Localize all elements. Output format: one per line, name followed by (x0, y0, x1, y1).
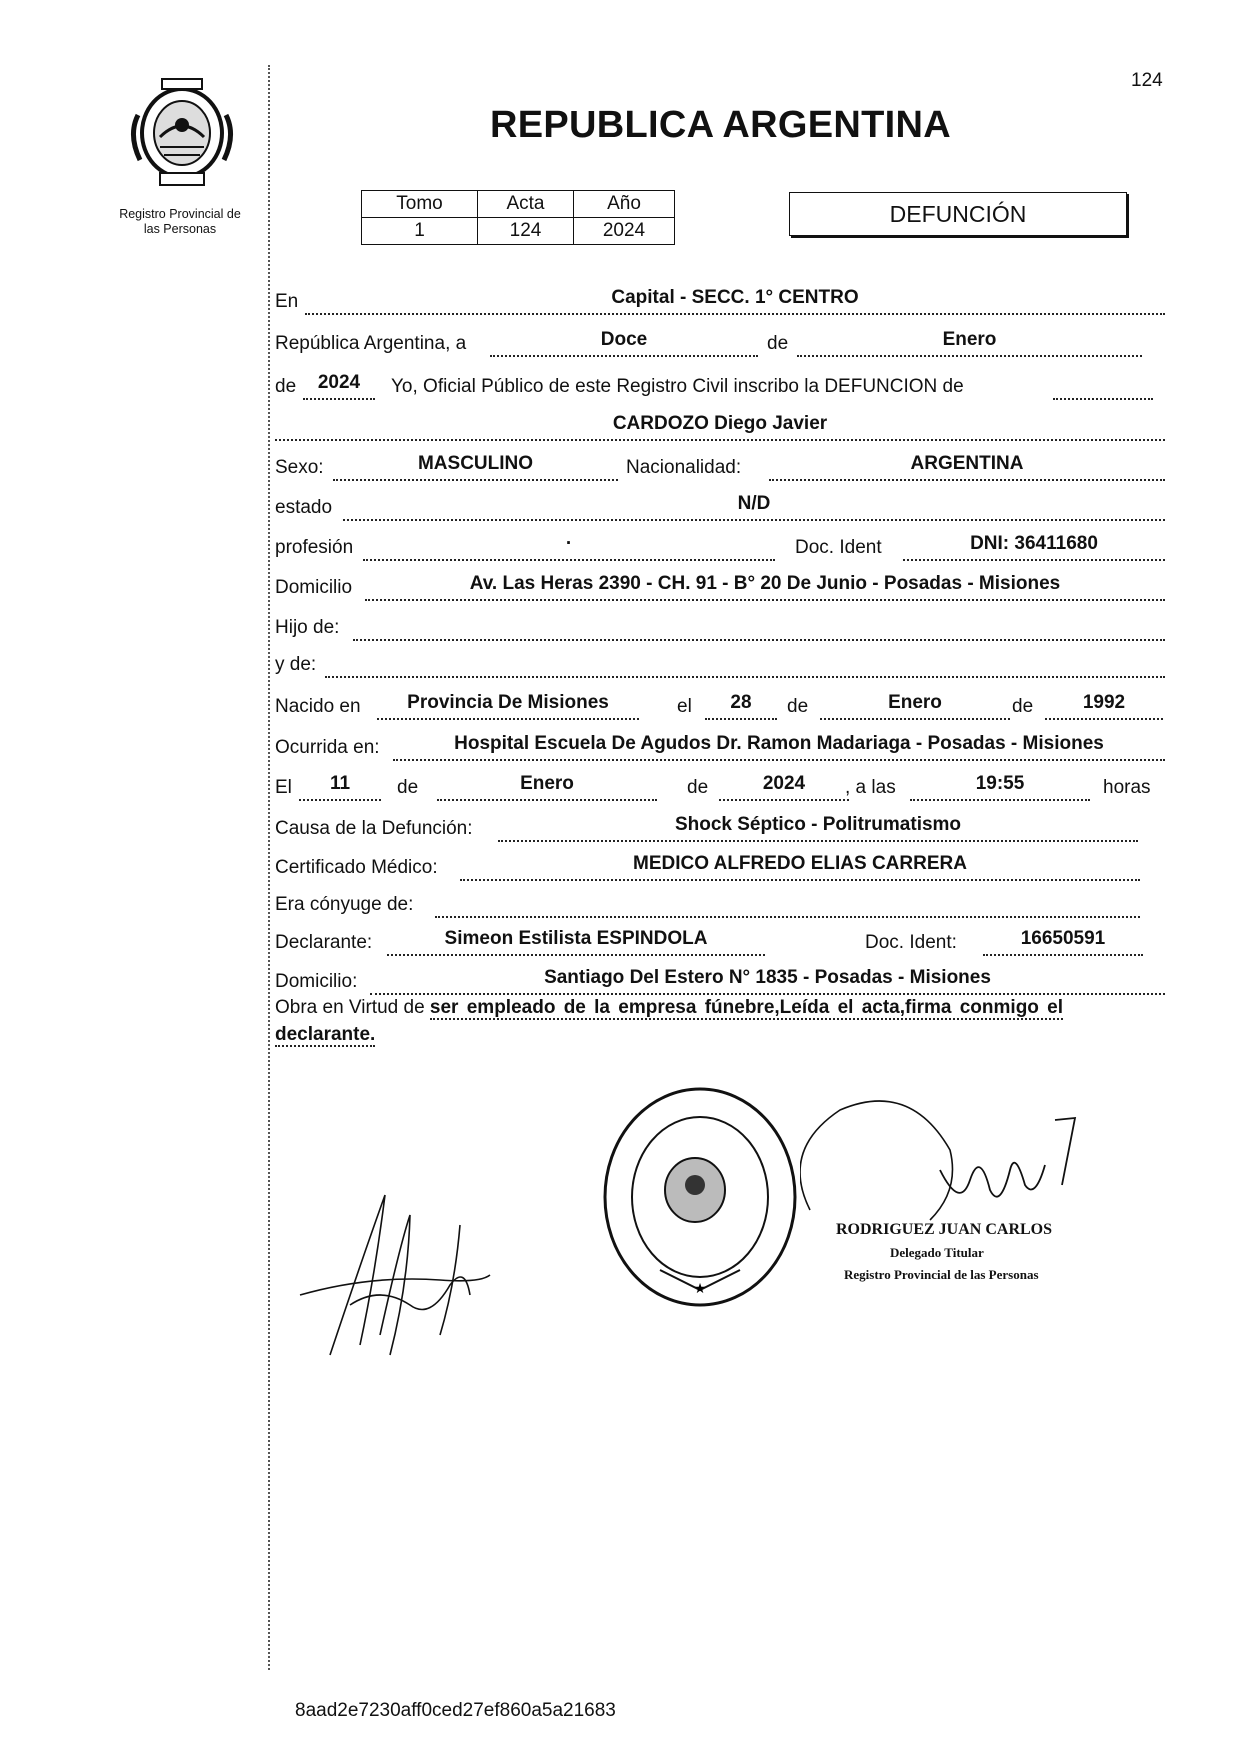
hijo-de-label: Hijo de: (275, 617, 340, 638)
death-year-value: 2024 (762, 773, 806, 794)
domicilio-label: Domicilio (275, 577, 353, 598)
declarant-signature (290, 1185, 500, 1375)
birth-year-value: 1992 (1082, 692, 1126, 713)
row-death-place (275, 733, 1175, 763)
document-hash: 8aad2e7230aff0ced27ef860a5a21683 (295, 1700, 616, 1721)
causa-label: Causa de la Defunción: (275, 818, 473, 839)
profesion-mark: · (565, 533, 573, 554)
estado-label: estado (275, 497, 333, 518)
birth-month-value: Enero (888, 692, 942, 713)
father-field (353, 613, 1165, 641)
certificate-value: MEDICO ALFREDO ELIAS CARRERA (633, 853, 967, 874)
month-value: Enero (942, 329, 997, 350)
doc-ident-value: DNI: 36411680 (970, 533, 1098, 554)
nacionalidad-label: Nacionalidad: (626, 457, 742, 478)
declarant-address-label: Domicilio: (275, 971, 358, 992)
de-label: de (767, 333, 789, 354)
place-value: Capital - SECC. 1° CENTRO (611, 287, 859, 308)
republica-label: República Argentina, a (275, 333, 467, 354)
row-father (275, 613, 1175, 643)
row-grounds-continued (275, 1024, 375, 1046)
row-profession-doc (275, 533, 1175, 563)
mother-field (325, 650, 1165, 678)
provincial-coat-of-arms-logo (120, 75, 245, 190)
ocurrida-label: Ocurrida en: (275, 737, 380, 758)
horas-label: horas (1103, 777, 1151, 798)
tomo-header: Tomo (362, 191, 478, 218)
declarante-label: Declarante: (275, 932, 373, 953)
birth-de-label-1: de (787, 696, 809, 717)
signer-role: Delegado Titular (890, 1245, 984, 1260)
row-official (275, 372, 1175, 402)
a-las-label: , a las (845, 777, 896, 798)
birthplace-value: Provincia De Misiones (407, 692, 609, 713)
domicilio-value: Av. Las Heras 2390 - CH. 91 - B° 20 De Junio - Posadas - Misiones (469, 573, 1061, 594)
official-signature (800, 1090, 1100, 1230)
page-number: 124 (1131, 70, 1163, 91)
row-marital-status (275, 493, 1175, 523)
deceased-name-value: CARDOZO Diego Javier (612, 413, 828, 434)
official-trailing-field (1053, 372, 1153, 400)
y-de-label: y de: (275, 654, 317, 675)
row-declarant (275, 928, 1175, 958)
death-de-label-1: de (397, 777, 419, 798)
row-death-datetime (275, 773, 1175, 803)
tomo-value: 1 (362, 218, 478, 245)
birth-day-value: 28 (730, 692, 752, 713)
row-deceased-name (275, 413, 1175, 443)
year-value: 2024 (317, 372, 361, 393)
en-label: En (275, 291, 299, 312)
el-upper-label: El (275, 777, 292, 798)
el-label: el (677, 696, 692, 717)
acta-value: 124 (478, 218, 574, 245)
conyuge-label: Era cónyuge de: (275, 894, 414, 915)
row-certificate (275, 853, 1175, 883)
registry-name (95, 207, 265, 237)
obra-value-line1: ser empleado de la empresa fúnebre,Leída el acta,firma conmigo el (429, 997, 1064, 1018)
official-text: Yo, Oficial Público de este Registro Civil inscribo la DEFUNCION de (391, 376, 964, 397)
doc-ident-label: Doc. Ident (795, 537, 882, 558)
acta-header: Acta (478, 191, 574, 218)
signer-name: RODRIGUEZ JUAN CARLOS (836, 1221, 1053, 1238)
signer-office: Registro Provincial de las Personas (844, 1267, 1039, 1282)
declarant-doc-value: 16650591 (1020, 928, 1106, 949)
row-birth (275, 692, 1175, 722)
official-seal (600, 1085, 800, 1310)
declarant-doc-label: Doc. Ident: (865, 932, 957, 953)
reference-table (361, 190, 675, 245)
row-sex-nationality (275, 453, 1175, 483)
row-grounds (275, 997, 1171, 1019)
anio-value: 2024 (574, 218, 675, 245)
row-declarant-address (275, 967, 1175, 997)
certificado-label: Certificado Médico: (275, 857, 438, 878)
obra-label: Obra en Virtud de (275, 997, 425, 1018)
death-time-value: 19:55 (975, 773, 1025, 794)
spouse-field (435, 890, 1140, 918)
death-place-value: Hospital Escuela De Agudos Dr. Ramon Madariaga - Posadas - Misiones (454, 733, 1104, 754)
declarant-value: Simeon Estilista ESPINDOLA (444, 928, 708, 949)
row-mother (275, 650, 1175, 680)
row-spouse (275, 890, 1175, 920)
death-day-value: 11 (329, 773, 351, 794)
declarant-address-value: Santiago Del Estero N° 1835 - Posadas - Misiones (544, 967, 991, 988)
death-month-value: Enero (520, 773, 574, 794)
row-place (275, 287, 1175, 317)
day-value: Doce (600, 329, 648, 350)
year-prefix-label: de (275, 376, 297, 397)
registry-name-line1: Registro Provincial de (119, 207, 241, 221)
nacionalidad-value: ARGENTINA (910, 453, 1024, 474)
profesion-label: profesión (275, 537, 354, 558)
cause-value: Shock Séptico - Politrumatismo (674, 814, 962, 835)
birth-de-label-2: de (1012, 696, 1034, 717)
row-address (275, 573, 1175, 603)
estado-value: N/D (737, 493, 771, 514)
document-type-box: DEFUNCIÓN (789, 192, 1127, 236)
svg-text:★: ★ (693, 1281, 707, 1297)
sexo-label: Sexo: (275, 457, 324, 478)
registry-name-line2: las Personas (143, 222, 217, 236)
row-date (275, 329, 1175, 359)
death-de-label-2: de (687, 777, 709, 798)
nacido-en-label: Nacido en (275, 696, 361, 717)
margin-line (268, 65, 270, 1670)
anio-header: Año (574, 191, 675, 218)
obra-value-line2: declarante. (275, 1024, 376, 1045)
row-cause (275, 814, 1175, 844)
sexo-value: MASCULINO (417, 453, 534, 474)
page-title: REPUBLICA ARGENTINA (490, 104, 951, 146)
